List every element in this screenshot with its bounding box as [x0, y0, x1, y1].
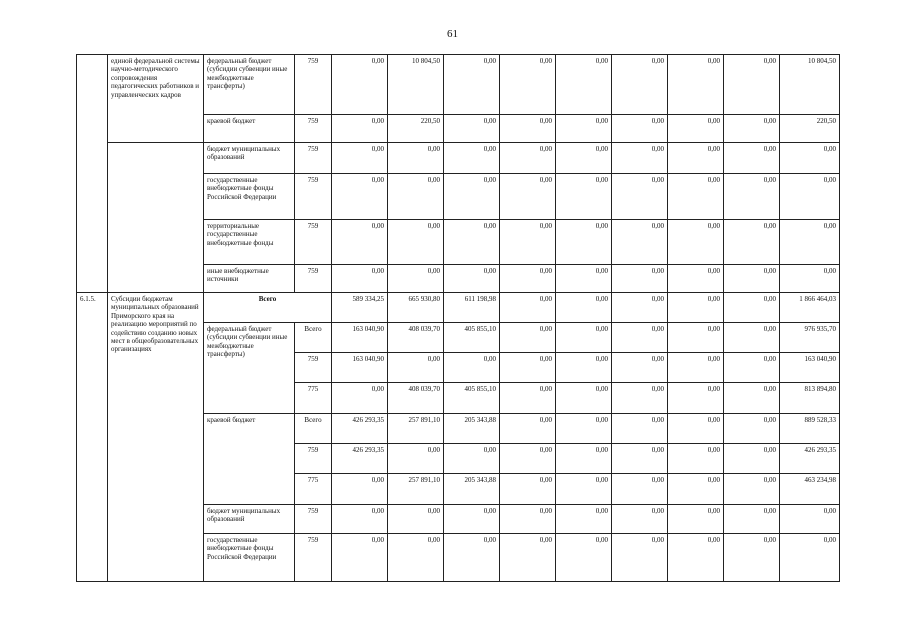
value-cell: 0,00: [500, 534, 556, 582]
value-cell: 405 855,10: [444, 383, 500, 414]
value-cell: 0,00: [332, 174, 388, 220]
total-cell: 0,00: [780, 174, 840, 220]
value-cell: 0,00: [332, 143, 388, 174]
value-cell: 205 343,88: [444, 474, 500, 505]
funding-source-cell: краевой бюджет: [204, 414, 295, 505]
value-cell: 0,00: [668, 55, 724, 115]
code-cell: 759: [295, 220, 332, 265]
value-cell: 0,00: [612, 414, 668, 444]
value-cell: 0,00: [612, 474, 668, 505]
value-cell: 0,00: [668, 444, 724, 474]
value-cell: 0,00: [612, 115, 668, 143]
value-cell: 0,00: [556, 505, 612, 534]
total-cell: 1 866 464,03: [780, 293, 840, 323]
value-cell: 0,00: [500, 383, 556, 414]
value-cell: 0,00: [500, 55, 556, 115]
total-cell: 976 935,70: [780, 323, 840, 353]
value-cell: 0,00: [668, 293, 724, 323]
value-cell: 0,00: [724, 444, 780, 474]
value-cell: 0,00: [724, 265, 780, 293]
value-cell: 0,00: [668, 220, 724, 265]
value-cell: 0,00: [556, 143, 612, 174]
value-cell: 426 293,35: [332, 444, 388, 474]
value-cell: 0,00: [500, 115, 556, 143]
program-name-cell: единой федеральной системы научно-методического сопровождения педагогических работников и управленческих кадров: [108, 55, 204, 143]
value-cell: 0,00: [388, 220, 444, 265]
code-cell: Всего: [295, 323, 332, 353]
value-cell: 0,00: [500, 474, 556, 505]
value-cell: 408 039,70: [388, 323, 444, 353]
value-cell: 0,00: [332, 265, 388, 293]
value-cell: 0,00: [332, 505, 388, 534]
funding-source-cell: иные внебюджетные источники: [204, 265, 295, 293]
value-cell: 0,00: [556, 414, 612, 444]
value-cell: 0,00: [668, 414, 724, 444]
value-cell: 0,00: [444, 505, 500, 534]
value-cell: 0,00: [668, 383, 724, 414]
value-cell: 0,00: [444, 115, 500, 143]
value-cell: 163 040,90: [332, 353, 388, 383]
value-cell: 0,00: [612, 534, 668, 582]
value-cell: 0,00: [556, 220, 612, 265]
value-cell: 0,00: [388, 505, 444, 534]
value-cell: 0,00: [500, 414, 556, 444]
funding-source-cell: бюджет муниципальных образований: [204, 143, 295, 174]
value-cell: 0,00: [500, 143, 556, 174]
total-cell: 813 894,80: [780, 383, 840, 414]
value-cell: 0,00: [500, 220, 556, 265]
value-cell: 0,00: [724, 323, 780, 353]
value-cell: 0,00: [444, 174, 500, 220]
code-cell: 759: [295, 115, 332, 143]
code-cell: 759: [295, 265, 332, 293]
funding-source-cell: бюджет муниципальных образований: [204, 505, 295, 534]
value-cell: 0,00: [612, 444, 668, 474]
value-cell: 0,00: [556, 323, 612, 353]
value-cell: 0,00: [724, 534, 780, 582]
value-cell: 0,00: [388, 534, 444, 582]
value-cell: 0,00: [556, 115, 612, 143]
value-cell: 0,00: [500, 293, 556, 323]
code-cell: 759: [295, 353, 332, 383]
value-cell: 0,00: [556, 174, 612, 220]
value-cell: 0,00: [556, 293, 612, 323]
value-cell: 0,00: [724, 383, 780, 414]
table-row: [77, 55, 840, 115]
value-cell: 0,00: [500, 444, 556, 474]
value-cell: 0,00: [612, 505, 668, 534]
value-cell: 0,00: [332, 220, 388, 265]
total-cell: 889 528,33: [780, 414, 840, 444]
funding-source-cell: государственные внебюджетные фонды Российской Федерации: [204, 174, 295, 220]
total-cell: 0,00: [780, 143, 840, 174]
funding-source-cell: территориальные государственные внебюджетные фонды: [204, 220, 295, 265]
value-cell: 0,00: [724, 474, 780, 505]
value-cell: 0,00: [332, 383, 388, 414]
value-cell: 0,00: [612, 174, 668, 220]
value-cell: 0,00: [500, 505, 556, 534]
value-cell: 0,00: [388, 265, 444, 293]
value-cell: 0,00: [724, 55, 780, 115]
value-cell: 163 040,90: [332, 323, 388, 353]
value-cell: 0,00: [444, 534, 500, 582]
value-cell: 0,00: [724, 505, 780, 534]
value-cell: 257 891,10: [388, 414, 444, 444]
value-cell: 0,00: [668, 505, 724, 534]
total-cell: 10 804,50: [780, 55, 840, 115]
value-cell: 0,00: [612, 220, 668, 265]
value-cell: 0,00: [612, 293, 668, 323]
value-cell: 220,50: [388, 115, 444, 143]
value-cell: 0,00: [388, 353, 444, 383]
value-cell: 0,00: [724, 353, 780, 383]
value-cell: 257 891,10: [388, 474, 444, 505]
value-cell: 0,00: [500, 353, 556, 383]
page-number: 61: [447, 28, 458, 40]
code-cell: 759: [295, 55, 332, 115]
row-number-cell: 6.1.5.: [77, 293, 108, 582]
value-cell: 0,00: [556, 265, 612, 293]
code-cell: 775: [295, 383, 332, 414]
value-cell: 0,00: [724, 143, 780, 174]
value-cell: 589 334,25: [332, 293, 388, 323]
row-number-cell: [77, 55, 108, 293]
value-cell: 0,00: [444, 55, 500, 115]
value-cell: 0,00: [668, 534, 724, 582]
value-cell: 205 343,88: [444, 414, 500, 444]
value-cell: 0,00: [612, 55, 668, 115]
code-cell: 759: [295, 174, 332, 220]
table-row: [77, 293, 840, 323]
value-cell: 0,00: [556, 383, 612, 414]
value-cell: 0,00: [612, 143, 668, 174]
value-cell: 0,00: [444, 444, 500, 474]
value-cell: 0,00: [332, 474, 388, 505]
value-cell: 0,00: [556, 353, 612, 383]
value-cell: 0,00: [668, 474, 724, 505]
funding-source-cell: федеральный бюджет (субсидии субвенции иные межбюджетные трансферты): [204, 55, 295, 115]
value-cell: 426 293,35: [332, 414, 388, 444]
code-cell: 759: [295, 534, 332, 582]
value-cell: 0,00: [556, 534, 612, 582]
table-row: [77, 143, 840, 174]
value-cell: 0,00: [724, 115, 780, 143]
code-cell: 759: [295, 143, 332, 174]
value-cell: 0,00: [332, 55, 388, 115]
value-cell: 611 198,98: [444, 293, 500, 323]
value-cell: 0,00: [444, 353, 500, 383]
total-cell: 163 040,90: [780, 353, 840, 383]
value-cell: 0,00: [444, 143, 500, 174]
code-cell: Всего: [295, 414, 332, 444]
value-cell: 405 855,10: [444, 323, 500, 353]
value-cell: 0,00: [668, 143, 724, 174]
value-cell: 0,00: [724, 293, 780, 323]
program-name-cell: Субсидии бюджетам муниципальных образований Приморского края на реализацию мероприятий по содействию созданию новых мест в общеобразовательных организациях: [108, 293, 204, 582]
value-cell: 0,00: [556, 444, 612, 474]
value-cell: 0,00: [668, 353, 724, 383]
value-cell: 10 804,50: [388, 55, 444, 115]
total-cell: 0,00: [780, 505, 840, 534]
funding-source-cell: государственные внебюджетные фонды Российской Федерации: [204, 534, 295, 582]
total-cell: 0,00: [780, 265, 840, 293]
value-cell: 0,00: [444, 220, 500, 265]
value-cell: 0,00: [332, 534, 388, 582]
total-label-cell: Всего: [204, 293, 332, 323]
code-cell: 759: [295, 444, 332, 474]
value-cell: 0,00: [388, 143, 444, 174]
value-cell: 0,00: [500, 174, 556, 220]
value-cell: 0,00: [612, 265, 668, 293]
total-cell: 0,00: [780, 220, 840, 265]
funding-source-cell: федеральный бюджет (субсидии субвенции иные межбюджетные трансферты): [204, 323, 295, 414]
total-cell: 426 293,35: [780, 444, 840, 474]
value-cell: 0,00: [668, 323, 724, 353]
value-cell: 665 930,80: [388, 293, 444, 323]
value-cell: 0,00: [612, 353, 668, 383]
total-cell: 463 234,98: [780, 474, 840, 505]
code-cell: 759: [295, 505, 332, 534]
value-cell: 0,00: [668, 115, 724, 143]
value-cell: 0,00: [500, 323, 556, 353]
value-cell: 408 039,70: [388, 383, 444, 414]
funding-source-cell: краевой бюджет: [204, 115, 295, 143]
total-cell: 220,50: [780, 115, 840, 143]
value-cell: 0,00: [388, 444, 444, 474]
program-name-cell-empty: [108, 143, 204, 293]
value-cell: 0,00: [668, 265, 724, 293]
total-cell: 0,00: [780, 534, 840, 582]
value-cell: 0,00: [500, 265, 556, 293]
value-cell: 0,00: [724, 414, 780, 444]
value-cell: 0,00: [388, 174, 444, 220]
value-cell: 0,00: [556, 55, 612, 115]
value-cell: 0,00: [612, 323, 668, 353]
value-cell: 0,00: [444, 265, 500, 293]
value-cell: 0,00: [332, 115, 388, 143]
value-cell: 0,00: [612, 383, 668, 414]
value-cell: 0,00: [724, 220, 780, 265]
value-cell: 0,00: [556, 474, 612, 505]
code-cell: 775: [295, 474, 332, 505]
value-cell: 0,00: [724, 174, 780, 220]
budget-table: [76, 54, 840, 582]
value-cell: 0,00: [668, 174, 724, 220]
